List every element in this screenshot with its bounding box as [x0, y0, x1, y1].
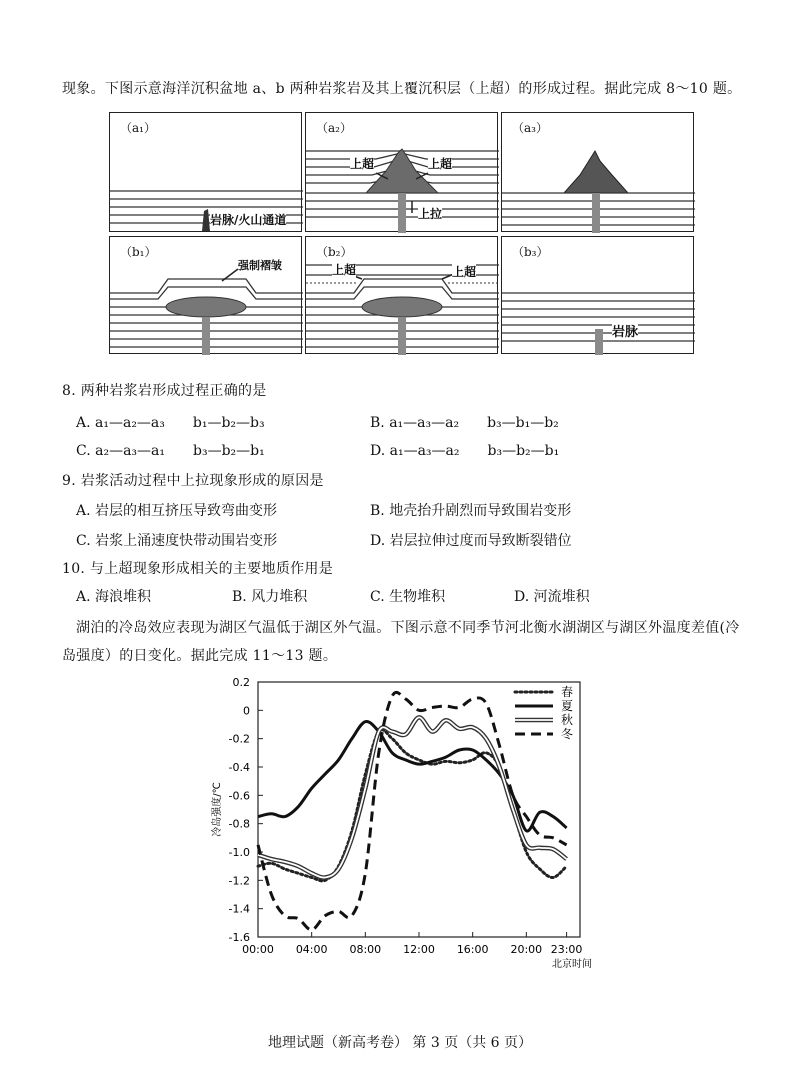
q10-stem: 10. 与上超现象形成相关的主要地质作用是: [62, 561, 334, 577]
annotation-dike: 岩脉: [612, 321, 638, 340]
y-tick-label: -0.8: [228, 817, 250, 831]
x-tick-label: 04:00: [295, 943, 328, 956]
annotation-onlap-left: 上超: [350, 157, 375, 171]
legend-label-夏: 夏: [561, 699, 574, 713]
y-axis-label: 冷岛强度/℃: [212, 782, 223, 837]
q9-stem: 9. 岩浆活动过程中上拉现象形成的原因是: [62, 473, 324, 489]
panel-b1: [109, 236, 302, 354]
panel-b3: [501, 236, 694, 354]
panel-b2: [305, 236, 498, 354]
annotation-onlap-right-b2: 上超: [452, 265, 477, 279]
q10-option-b[interactable]: B. 风力堆积: [232, 589, 308, 605]
y-tick-label: -0.4: [228, 761, 250, 774]
chart-legend: [515, 685, 573, 741]
annotation-forced-fold: 强制褶皱: [238, 259, 282, 272]
q8-option-d[interactable]: D. a₁—a₃—a₂ b₃—b₂—b₁: [370, 443, 560, 459]
panel-a3-label: （a₃）: [512, 121, 548, 135]
y-tick-label: 0.2: [232, 676, 250, 689]
legend-label-春: 春: [561, 685, 574, 699]
annotation-onlap-left-b2: 上超: [332, 263, 357, 277]
y-tick-label: -1.2: [228, 874, 250, 888]
panel-b2-label: （b₂）: [316, 245, 353, 259]
y-tick-label: -0.2: [228, 732, 250, 746]
intro-text-1: 现象。下图示意海洋沉积盆地 a、b 两种岩浆岩及其上覆沉积层（上超）的形成过程。据此完成 8～10 题。: [62, 81, 742, 97]
intro-text-2b: 岛强度）的日变化。据此完成 11～13 题。: [62, 648, 338, 664]
y-tick-label: -1.4: [228, 902, 250, 916]
q10-option-d[interactable]: D. 河流堆积: [514, 589, 590, 605]
panel-b3-label: （b₃）: [512, 245, 549, 259]
panel-a1: [109, 112, 302, 232]
annotation-uplift: 上拉: [418, 207, 443, 221]
annotation-onlap-right: 上超: [428, 157, 453, 171]
legend-label-冬: 冬: [561, 727, 574, 741]
legend-label-秋: 秋: [561, 713, 574, 727]
panel-a2-label: （a₂）: [316, 121, 352, 135]
x-tick-label: 12:00: [403, 943, 435, 956]
annotation-dike-conduit: 岩脉/火山通道: [210, 213, 287, 227]
panel-b1-label: （b₁）: [120, 245, 157, 259]
chart-series: [258, 692, 567, 930]
q9-option-d[interactable]: D. 岩层拉伸过度而导致断裂错位: [370, 533, 572, 549]
x-tick-label: 20:00: [510, 943, 543, 956]
intro-text-2a: 湖泊的冷岛效应表现为湖区气温低于湖区外气温。下图示意不同季节河北衡水湖湖区与湖区外温度差值(冷: [76, 620, 740, 636]
x-tick-label: 16:00: [456, 943, 489, 956]
q9-option-b[interactable]: B. 地壳抬升剧烈而导致围岩变形: [370, 503, 572, 519]
q8-option-c[interactable]: C. a₂—a₃—a₁ b₃—b₂—b₁: [76, 443, 265, 459]
y-tick-label: 0: [243, 704, 250, 718]
q8-option-a[interactable]: A. a₁—a₂—a₃ b₁—b₂—b₃: [76, 415, 265, 431]
q8-option-b[interactable]: B. a₁—a₃—a₂ b₃—b₁—b₂: [370, 415, 559, 431]
q8-stem: 8. 两种岩浆岩形成过程正确的是: [62, 383, 267, 399]
y-tick-label: -1.0: [228, 846, 250, 859]
q10-option-c[interactable]: C. 生物堆积: [370, 589, 446, 605]
y-tick-label: -0.6: [228, 789, 250, 803]
panel-a2: [305, 112, 498, 232]
panel-a1-label: （a₁）: [120, 121, 156, 135]
page-footer: 地理试题（新高考卷） 第 3 页（共 6 页）: [267, 1035, 533, 1051]
q9-option-c[interactable]: C. 岩浆上涌速度快带动围岩变形: [76, 533, 278, 549]
cold-island-chart: [0, 672, 800, 972]
y-tick-label: -1.6: [228, 931, 250, 944]
x-tick-label: 00:00: [242, 943, 274, 956]
panel-a3: [501, 112, 694, 232]
q10-option-a[interactable]: A. 海浪堆积: [76, 589, 152, 605]
x-tick-label: 23:00: [550, 943, 583, 956]
series-line-夏: [258, 722, 567, 832]
x-tick-label: 08:00: [349, 943, 382, 956]
series-line-春: [258, 730, 567, 881]
q9-option-a[interactable]: A. 岩层的相互挤压导致弯曲变形: [76, 503, 278, 519]
x-axis-label: 北京时间: [552, 959, 592, 970]
